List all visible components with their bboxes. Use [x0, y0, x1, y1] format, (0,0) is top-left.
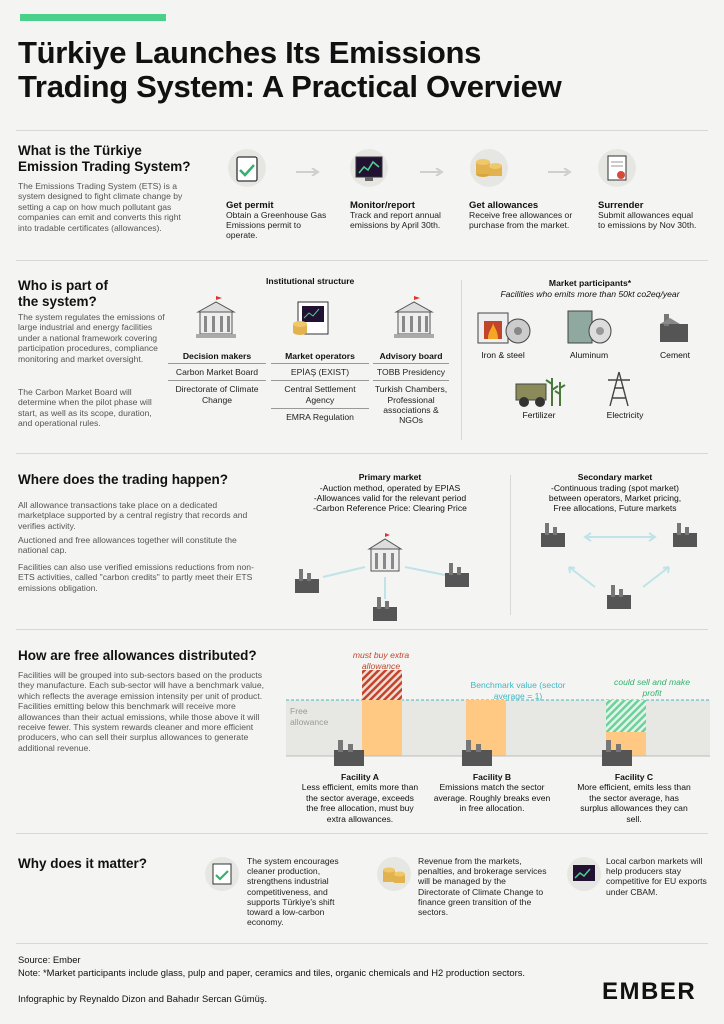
- note-text: Note: *Market participants include glass, pulp and paper, ceramics and tiles, organic chemicals and H2 production sectors.: [18, 967, 526, 978]
- step-title: Get permit: [226, 200, 274, 211]
- factory-icon: [458, 738, 498, 768]
- permit-icon: [227, 148, 267, 188]
- why-text: Local carbon markets will help producers stay competitive for EU exports under CBAM.: [606, 856, 707, 897]
- secondary-line: Free allocations, Future markets: [553, 503, 677, 513]
- building-icon: [194, 296, 238, 340]
- divider: [16, 260, 708, 261]
- section-heading-who: Who is part of the system?: [18, 278, 108, 309]
- participant-label: Iron & steel: [481, 350, 525, 360]
- surrender-icon: [597, 148, 637, 188]
- why-text: The system encourages cleaner production, strengthens industrial competitiveness, and supports Türkiye's shift toward a low-carbon economy.: [247, 856, 339, 928]
- step-text: Submit allowances equal to emissions by Nov 30th.: [598, 210, 697, 231]
- section-text-where: All allowance transactions take place on a dedicated marketplace supported by a central registry that records and verifies activity.: [18, 500, 248, 531]
- building-icon: [392, 296, 436, 340]
- facility-name: Facility A: [341, 772, 379, 782]
- arrow-icon: [296, 168, 322, 176]
- step-title: Get allowances: [469, 200, 539, 211]
- divider: [16, 629, 708, 630]
- coins-icon: [376, 856, 412, 892]
- primary-line: -Allowances valid for the relevant period: [313, 493, 467, 503]
- secondary-market-diagram: [535, 515, 705, 615]
- divider: [461, 280, 462, 440]
- monitor-icon: [349, 148, 389, 188]
- facility-text: More efficient, emits less than the sector average, has surplus allowances they can sell.: [577, 782, 691, 824]
- secondary-line: between operators, Market pricing,: [548, 493, 682, 503]
- primary-line: -Carbon Reference Price: Clearing Price: [313, 503, 467, 513]
- step-text: Track and report annual emissions by April 30th.: [350, 210, 441, 231]
- primary-market-diagram: [285, 515, 485, 625]
- credit-text: Infographic by Reynaldo Dizon and Bahadır Sercan Gümüş.: [18, 993, 268, 1004]
- electricity-icon: [602, 370, 636, 408]
- section-text-how: Facilities will be grouped into sub-sectors based on the products they manufacture. Each sub-sector will have a benchmark value, which reflects the average emission intensity per unit of product. Facilities emitting below this benchmark will receive more allowances than their actual emissions, while those above it will receive fewer. This system rewards cleaner and more efficient producers, who can sell their surplus allowances to generate additional revenue.: [18, 670, 265, 753]
- facility-name: Facility C: [614, 772, 654, 782]
- section-text-who-2: The Carbon Market Board will determine when the pilot phase will start, as well as its scope, duration, and operational rules.: [18, 387, 152, 429]
- primary-line: -Auction method, operated by EPIAS: [319, 483, 461, 493]
- fertilizer-icon: [512, 368, 570, 408]
- primary-market-title: Primary market: [358, 472, 422, 482]
- accent-bar: [20, 14, 166, 21]
- operator-icon: [290, 296, 334, 340]
- section-heading-where: Where does the trading happen?: [18, 472, 229, 487]
- section-text-what: The Emissions Trading System (ETS) is a system designed to fight climate change by setting a cap on how much pollutant gas companies can emit and converts this right into tradable certificates (allowances).: [18, 181, 183, 233]
- ember-logo: EMBER: [602, 978, 697, 1005]
- certificate-icon: [204, 856, 240, 892]
- coins-icon: [469, 148, 509, 188]
- arrow-icon: [420, 168, 446, 176]
- divider: [510, 475, 511, 615]
- factory-icon: [598, 738, 638, 768]
- must-buy-label: must buy extra allowance: [352, 650, 410, 671]
- divider: [16, 130, 708, 131]
- participant-label: Electricity: [606, 410, 644, 420]
- steel-icon: [476, 305, 532, 347]
- section-heading-what: What is the Türkiye Emission Trading System?: [18, 143, 191, 174]
- section-text-where-2: Auctioned and free allowances together will constitute the national cap.: [18, 535, 237, 556]
- divider: [16, 833, 708, 834]
- step-text: Obtain a Greenhouse Gas Emissions permit to operate.: [226, 210, 327, 241]
- step-title: Surrender: [598, 200, 644, 211]
- benchmark-label: Benchmark value (sector average = 1): [470, 680, 566, 701]
- participant-label: Fertilizer: [522, 410, 556, 420]
- step-title: Monitor/report: [350, 200, 415, 211]
- participant-label: Aluminum: [569, 350, 609, 360]
- monitor-icon: [566, 856, 602, 892]
- free-allowance-label: Free allowance: [290, 706, 329, 727]
- cement-icon: [656, 310, 692, 346]
- section-heading-why: Why does it matter?: [18, 856, 148, 871]
- inst-column-operators: Market operators EPİAŞ (EXIST) Central Settlement Agency EMRA Regulation: [271, 349, 369, 425]
- why-text: Revenue from the markets, penalties, and brokerage services will be managed by the Directorate of Climate Change to finance green transition of the sectors.: [418, 856, 547, 918]
- secondary-market-title: Secondary market: [577, 472, 653, 482]
- arrow-icon: [548, 168, 574, 176]
- section-text-who: The system regulates the emissions of large industrial and energy facilities under a national framework covering participation procedures, compliance monitoring and market oversight.: [18, 312, 165, 364]
- divider: [16, 943, 708, 944]
- inst-title: Institutional structure: [266, 276, 355, 286]
- inst-column-decision: Decision makers Carbon Market Board Directorate of Climate Change: [168, 349, 266, 408]
- section-heading-how: How are free allowances distributed?: [18, 648, 257, 663]
- factory-icon: [330, 738, 370, 768]
- participant-label: Cement: [659, 350, 691, 360]
- step-text: Receive free allowances or purchase from the market.: [469, 210, 573, 231]
- facility-text: Less efficient, emits more than the sector average, exceeds the free allocation, must buy extra allowances.: [301, 782, 419, 824]
- facility-text: Emissions match the sector average. Roughly breaks even in free allocation.: [433, 782, 551, 813]
- page-title: Türkiye Launches Its Emissions Trading System: A Practical Overview: [18, 35, 562, 104]
- secondary-line: -Continuous trading (spot market): [550, 483, 679, 493]
- participants-title: Market participants*: [548, 278, 632, 288]
- participants-subtitle: Facilities who emits more than 50kt co2eq/year: [500, 289, 680, 299]
- could-sell-label: could sell and make profit: [614, 677, 690, 698]
- facility-name: Facility B: [472, 772, 512, 782]
- source-text: Source: Ember: [18, 954, 81, 965]
- aluminum-icon: [564, 305, 614, 347]
- section-text-where-3: Facilities can also use verified emissions reductions from non-ETS activities, called "carbon credits" to partly meet their ETS emissions obligation.: [18, 562, 254, 593]
- divider: [16, 453, 708, 454]
- inst-column-advisory: Advisory board TOBB Presidency Turkish Chambers, Professional associations & NGOs: [374, 351, 448, 426]
